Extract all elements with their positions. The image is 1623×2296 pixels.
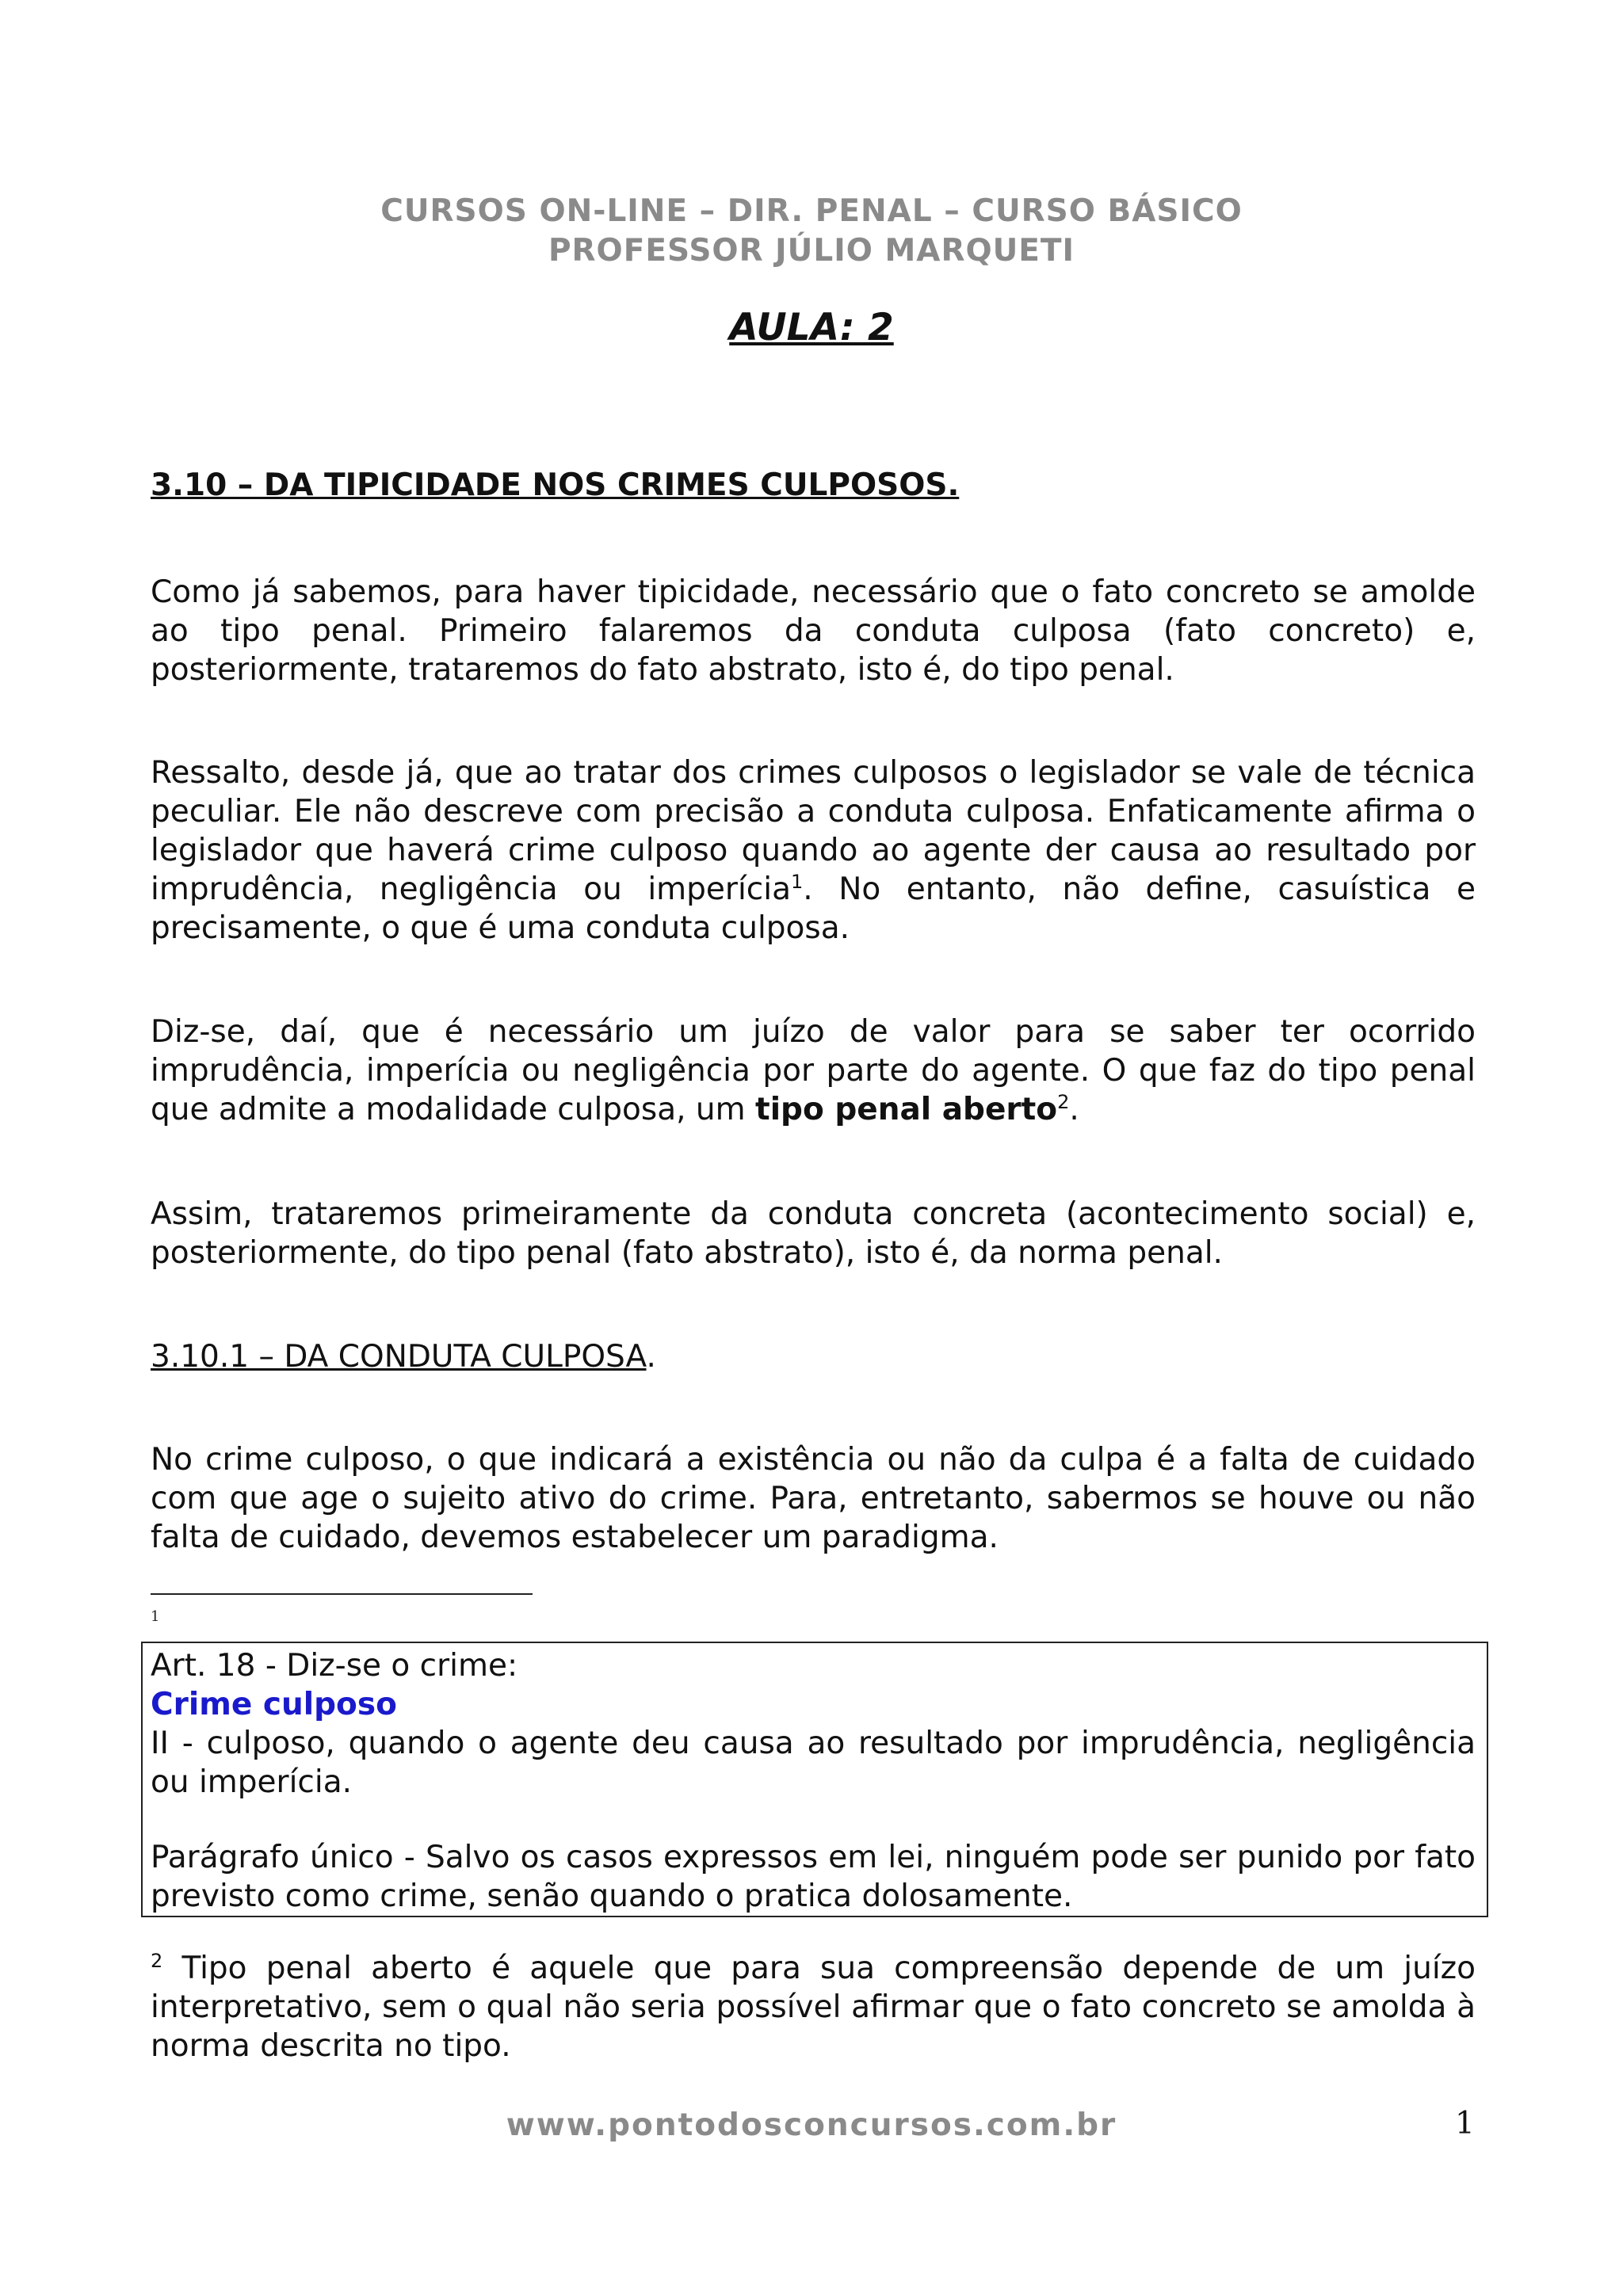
paragraph-4: Assim, trataremos primeiramente da conduta concreta (acontecimento social) e, posteriormente, do tipo penal (fato abstrato), isto é, da norma penal. (151, 1196, 1476, 1271)
header-course-line: CURSOS ON-LINE – DIR. PENAL – CURSO BÁSICO (380, 193, 1243, 229)
lesson-title: AULA: 2 (729, 306, 894, 349)
paragraph-5: No crime culposo, o que indicará a existência ou não da culpa é a falta de cuidado com que age o sujeito ativo do crime. Para, entretanto, sabermos se houve ou não falta de cuidado, devemos estabelecer um paradigma. (151, 1442, 1476, 1555)
paragraph-2-text: Ressalto, desde já, que ao tratar dos crimes culposos o legislador se vale de técnica peculiar. Ele não descreve com precisão a conduta culposa. Enfaticamente afirma o legislador que haverá crime culposo quando ao agente der causa ao resultado por imprudência, negligência ou imperícia (151, 755, 1476, 907)
paragraph-3-text: Diz-se, daí, que é necessário um juízo de valor para se saber ter ocorrido imprudência, imperícia ou negligência por parte do agente. O que faz do tipo penal que admite a modalidade culposa, um (151, 1014, 1476, 1127)
section-title: 3.10 – DA TIPICIDADE NOS CRIMES CULPOSOS. (151, 467, 960, 503)
paragraph-1: Como já sabemos, para haver tipicidade, necessário que o fato concreto se amolde ao tipo penal. Primeiro falaremos da conduta culposa (fato concreto) e, posteriormente, trataremos do fato abstrato, isto é, do tipo penal. (151, 574, 1476, 688)
footnote-2-text: Tipo penal aberto é aquele que para sua compreensão depende de um juízo interpretativo, sem o qual não seria possível afirmar que o fato concreto se amolda à norma descrita no tipo. (151, 1951, 1476, 2064)
paragraph-2 (151, 753, 1476, 948)
subsection-title (151, 1337, 656, 1376)
footnote-1-mark: 1 (151, 1608, 160, 1625)
crime-culposo-label: Crime culposo (151, 1687, 397, 1722)
article-item-ii: II - culposo, quando o agente deu causa ao resultado por imprudência, negligência ou imperícia. (151, 1726, 1476, 1800)
article-paragrafo-unico: Parágrafo único - Salvo os casos expressos em lei, ninguém pode ser punido por fato previsto como crime, senão quando o pratica dolosamente. (151, 1840, 1476, 1914)
page-number: 1 (1455, 2106, 1475, 2142)
footnote-ref-2: 2 (1057, 1091, 1070, 1113)
paragraph-3 (151, 1013, 1476, 1129)
footer-url: www.pontodosconcursos.com.br (506, 2107, 1117, 2143)
footnote-separator (151, 1593, 533, 1595)
article-heading: Art. 18 - Diz-se o crime: (151, 1648, 518, 1684)
footnote-ref-1: 1 (790, 871, 804, 893)
subsection-title-text: 3.10.1 – DA CONDUTA CULPOSA (151, 1339, 647, 1375)
header-professor-line: PROFESSOR JÚLIO MARQUETI (548, 233, 1075, 269)
subsection-title-trail: . (646, 1339, 656, 1375)
bold-term: tipo penal aberto (755, 1092, 1058, 1127)
footnote-2-mark: 2 (151, 1950, 163, 1972)
footnote-2 (151, 1949, 1476, 2065)
paragraph-3-text-end: . (1069, 1092, 1079, 1127)
paragraph-2-text-end: . No entanto, não define, casuística e precisamente, o que é uma conduta culposa. (151, 871, 1476, 946)
